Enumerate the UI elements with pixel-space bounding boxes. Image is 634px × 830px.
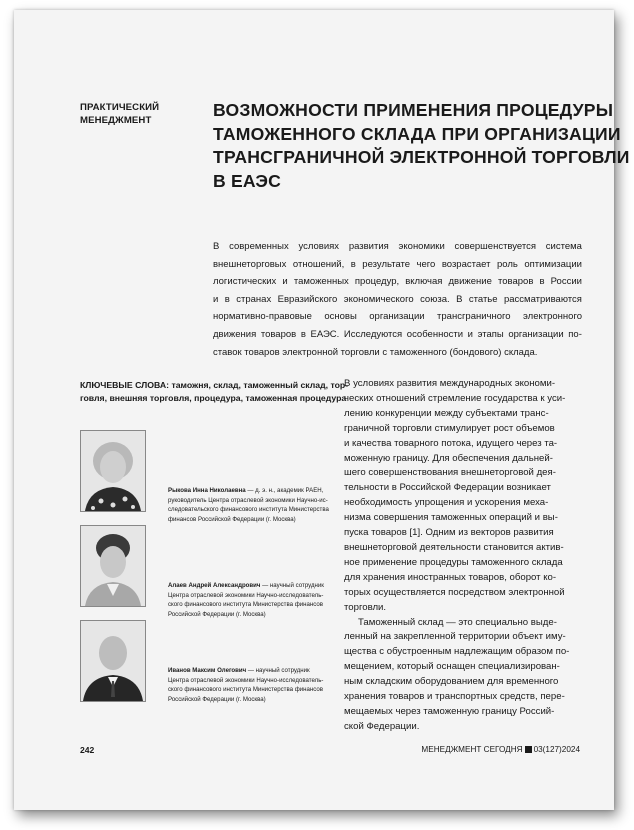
bio-line: — д. э. н., академик РАЕН, [245,487,324,494]
abstract-word: включая [405,276,443,288]
keywords [80,379,349,405]
abstract-word: логистических [213,276,277,288]
body-line: моженную границу. Для обеспечения дальней- [344,452,553,464]
abstract-word: экономического [343,293,414,305]
abstract-word: развития [348,241,389,252]
author-name: Алаев Андрей Александрович [168,582,261,589]
abstract-word: таможенных [293,276,349,288]
abstract-word: товаров [498,276,534,288]
body-line: лению конкуренции между субъектами транс- [344,407,549,419]
page-number: 242 [80,745,95,755]
separator-square-icon [525,746,532,753]
section-label-line: МЕНЕДЖМЕНТ [80,115,152,126]
body-line: ное применение процедуры таможенного склада [344,556,563,568]
section-label [80,101,190,127]
author-photo [80,430,146,512]
abstract-word: роль [496,258,518,270]
body-line: мещением, который оснащен специализирован- [344,661,560,673]
abstract-word: движения [213,328,257,340]
body-line: В условиях развития международных экономи- [344,378,556,389]
abstract-word: условиях [298,241,340,252]
author-photo [80,620,146,702]
bio-line: ского финансового института Министерства финансов [168,686,323,694]
body-line: необходимость упрощения и ускорения меха- [344,497,549,509]
abstract-word: оптимизации [524,258,582,270]
article-body [344,377,582,735]
abstract-word: экономики [398,241,445,252]
bio-line: следовательского финансового института Министерства [168,506,329,514]
abstract-word: в [300,328,306,340]
abstract-word: результате [362,258,411,270]
author-bio [168,666,333,704]
body-line: хранения товаров и транспортных средств, пере- [344,691,565,703]
body-line: ской Федерации. [344,720,420,732]
abstract-word: и [467,328,473,340]
bio-line: финансов Российской Федерации (г. Москва) [168,515,296,523]
abstract-word: В [456,293,463,305]
abstract-word: отношений, [292,258,345,270]
abstract-word: товаров [260,328,297,340]
keywords-line: КЛЮЧЕВЫЕ СЛОВА: таможня, склад, таможенный склад, тор- [80,380,349,390]
abstract-line [213,291,582,309]
abstract-word: движение [448,276,492,288]
bio-line: Центра отраслевой экономики Научно-исследователь- [168,676,324,684]
body-line: ным складским оборудованием для временного [344,676,559,688]
author-card [80,430,340,525]
body-line: торых осуществляется посредством электронной [344,586,565,598]
journal-name: МЕНЕДЖМЕНТ СЕГОДНЯ [421,745,523,754]
abstract-line [213,256,582,274]
body-line: граничной торговли стимулирует рост объемов [344,422,555,434]
abstract-line [213,273,582,291]
body-line: и качества товарного потока, идущего через та- [344,437,558,449]
author-card [80,620,340,715]
body-line: ленный на закрепленной территории объект иму- [344,631,566,643]
abstract-word: Исследуются [343,328,403,340]
body-line: ческих отношений стремление государства к уси- [344,392,566,404]
body-line: торговли. [344,601,387,613]
abstract [213,238,582,361]
abstract-word: в [350,258,356,270]
body-line: тельности в Российской Федерации возникает [344,482,551,494]
abstract-word: в [539,276,545,288]
journal-footer [421,745,580,754]
abstract-line [213,308,582,326]
abstract-word: союза. [420,293,450,305]
abstract-word: нормативно-правовые [213,311,312,323]
bio-line: Центра отраслевой экономики Научно-исследователь- [168,591,324,599]
article-title [213,99,630,193]
abstract-word: процедур, [354,276,400,288]
abstract-word: чего [416,258,436,270]
abstract-line [213,238,582,256]
author-photo [80,525,146,607]
journal-issue: 03(127)2024 [533,745,580,754]
abstract-word: совершенствуется [454,241,537,252]
author-name: Иванов Максим Олегович [168,667,247,674]
abstract-word: электронного [523,311,582,323]
title-line: ТРАНСГРАНИЧНОЙ ЭЛЕКТРОННОЙ ТОРГОВЛИ [213,147,630,167]
abstract-word: статье [468,293,498,305]
abstract-word: особенности [406,328,464,340]
abstract-word: возрастает [441,258,491,270]
abstract-word: и [213,293,219,305]
abstract-word: этапы [477,328,504,340]
body-line: низма совершения таможенных операций и вы- [344,512,558,524]
abstract-word: рассматриваются [503,293,582,305]
abstract-word: ЕАЭС. [310,328,340,340]
author-bio [168,581,333,619]
bio-line: — научный сотрудник [260,582,324,589]
journal-page [14,10,630,810]
body-line: пуска товаров [1]. Одним из векторов развития [344,527,554,539]
abstract-word: современных [229,241,289,252]
abstract-word: трансграничного [437,311,511,323]
body-line: щества с обустроенным надлежащим образом по- [344,646,570,658]
abstract-word: организации [369,311,425,323]
title-line: ТАМОЖЕННОГО СКЛАДА ПРИ ОРГАНИЗАЦИИ [213,123,621,144]
abstract-line [213,326,582,344]
bio-line: Российской Федерации (г. Москва) [168,695,266,703]
author-card [80,525,340,620]
abstract-word: по- [568,328,582,340]
abstract-line: ставок товаров электронной торговли с таможенного (бондового) склада. [213,346,538,358]
body-line: для хранения иностранных товаров, оборот ко- [344,571,557,583]
abstract-word: система [545,241,582,252]
abstract-word: внешнеторговых [213,258,287,270]
abstract-word: Евразийского [277,293,338,305]
bio-line: Российской Федерации (г. Москва) [168,610,266,618]
bio-line: руководитель Центра отраслевой экономики Научно-ис- [168,496,328,504]
abstract-word: в [224,293,230,305]
body-line: шего совершенствования внешнеторговой дея- [344,467,556,479]
bio-line: — научный сотрудник [246,667,310,674]
body-line: Таможенный склад — это специально выде- [358,616,557,628]
body-line: мещаемых через таможенную границу Россий- [344,705,555,717]
author-name: Рыкова Инна Николаевна [168,487,246,494]
abstract-word: В [213,241,220,252]
abstract-word: и [282,276,288,288]
abstract-word: основы [324,311,357,323]
keywords-line: говля, внешняя торговля, процедура, таможенная процедура [80,393,347,403]
abstract-word: странах [236,293,272,305]
title-line: ВОЗМОЖНОСТИ ПРИМЕНЕНИЯ ПРОЦЕДУРЫ [213,100,614,120]
abstract-word: организации [508,328,564,340]
title-line: В ЕАЭС [213,170,282,191]
section-label-line: ПРАКТИЧЕСКИЙ [80,102,160,113]
author-bio [168,486,333,524]
abstract-word: России [550,276,582,288]
body-line: внешнеторговой деятельности становится актив- [344,541,564,553]
bio-line: ского финансового института Министерства финансов [168,601,323,609]
